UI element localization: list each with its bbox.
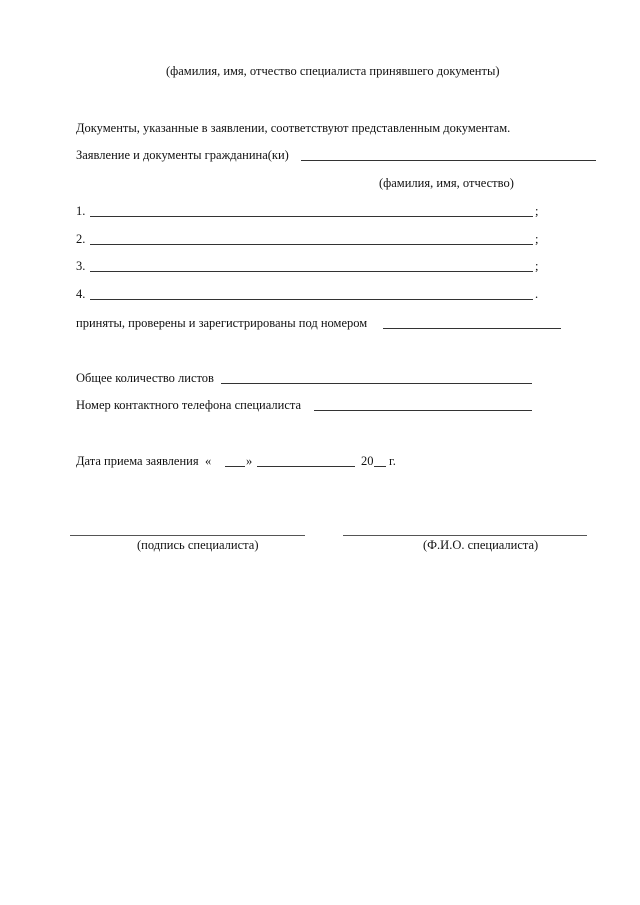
signature-caption: (подпись специалиста) <box>137 538 259 552</box>
date-century: 20 <box>361 454 374 468</box>
registration-number-line[interactable] <box>383 328 561 329</box>
item-number: 4. <box>76 287 86 301</box>
specialist-name-caption: (фамилия, имя, отчество специалиста принявшего документы) <box>166 64 500 78</box>
date-year-suffix: г. <box>389 454 396 468</box>
date-open-quote: « <box>205 454 212 468</box>
item-terminator: ; <box>535 204 539 218</box>
item-terminator: . <box>535 287 539 301</box>
date-label: Дата приема заявления <box>76 454 199 468</box>
documents-statement: Документы, указанные в заявлении, соответствуют представленным документам. <box>76 121 511 135</box>
item-terminator: ; <box>535 259 539 273</box>
phone-label: Номер контактного телефона специалиста <box>76 398 302 412</box>
document-line-4[interactable] <box>90 299 533 300</box>
citizen-name-caption: (фамилия, имя, отчество) <box>379 176 514 190</box>
document-line-1[interactable] <box>90 216 533 217</box>
specialist-name-line[interactable] <box>343 535 587 536</box>
date-month-line[interactable] <box>257 466 355 467</box>
document-line-3[interactable] <box>90 271 533 272</box>
date-day-line[interactable] <box>225 466 245 467</box>
signature-line[interactable] <box>70 535 305 536</box>
document-line-2[interactable] <box>90 244 533 245</box>
citizen-name-line[interactable] <box>301 160 596 161</box>
item-number: 2. <box>76 232 86 246</box>
item-number: 1. <box>76 204 86 218</box>
registered-label: приняты, проверены и зарегистрированы под номером <box>76 316 368 330</box>
date-close-quote: » <box>246 454 253 468</box>
phone-number-line[interactable] <box>314 410 532 411</box>
specialist-name-caption-bottom: (Ф.И.О. специалиста) <box>423 538 539 552</box>
sheets-label: Общее количество листов <box>76 371 214 385</box>
citizen-label: Заявление и документы гражданина(ки) <box>76 148 289 162</box>
sheets-count-line[interactable] <box>221 383 532 384</box>
date-year-line[interactable] <box>374 466 386 467</box>
item-terminator: ; <box>535 232 539 246</box>
item-number: 3. <box>76 259 86 273</box>
